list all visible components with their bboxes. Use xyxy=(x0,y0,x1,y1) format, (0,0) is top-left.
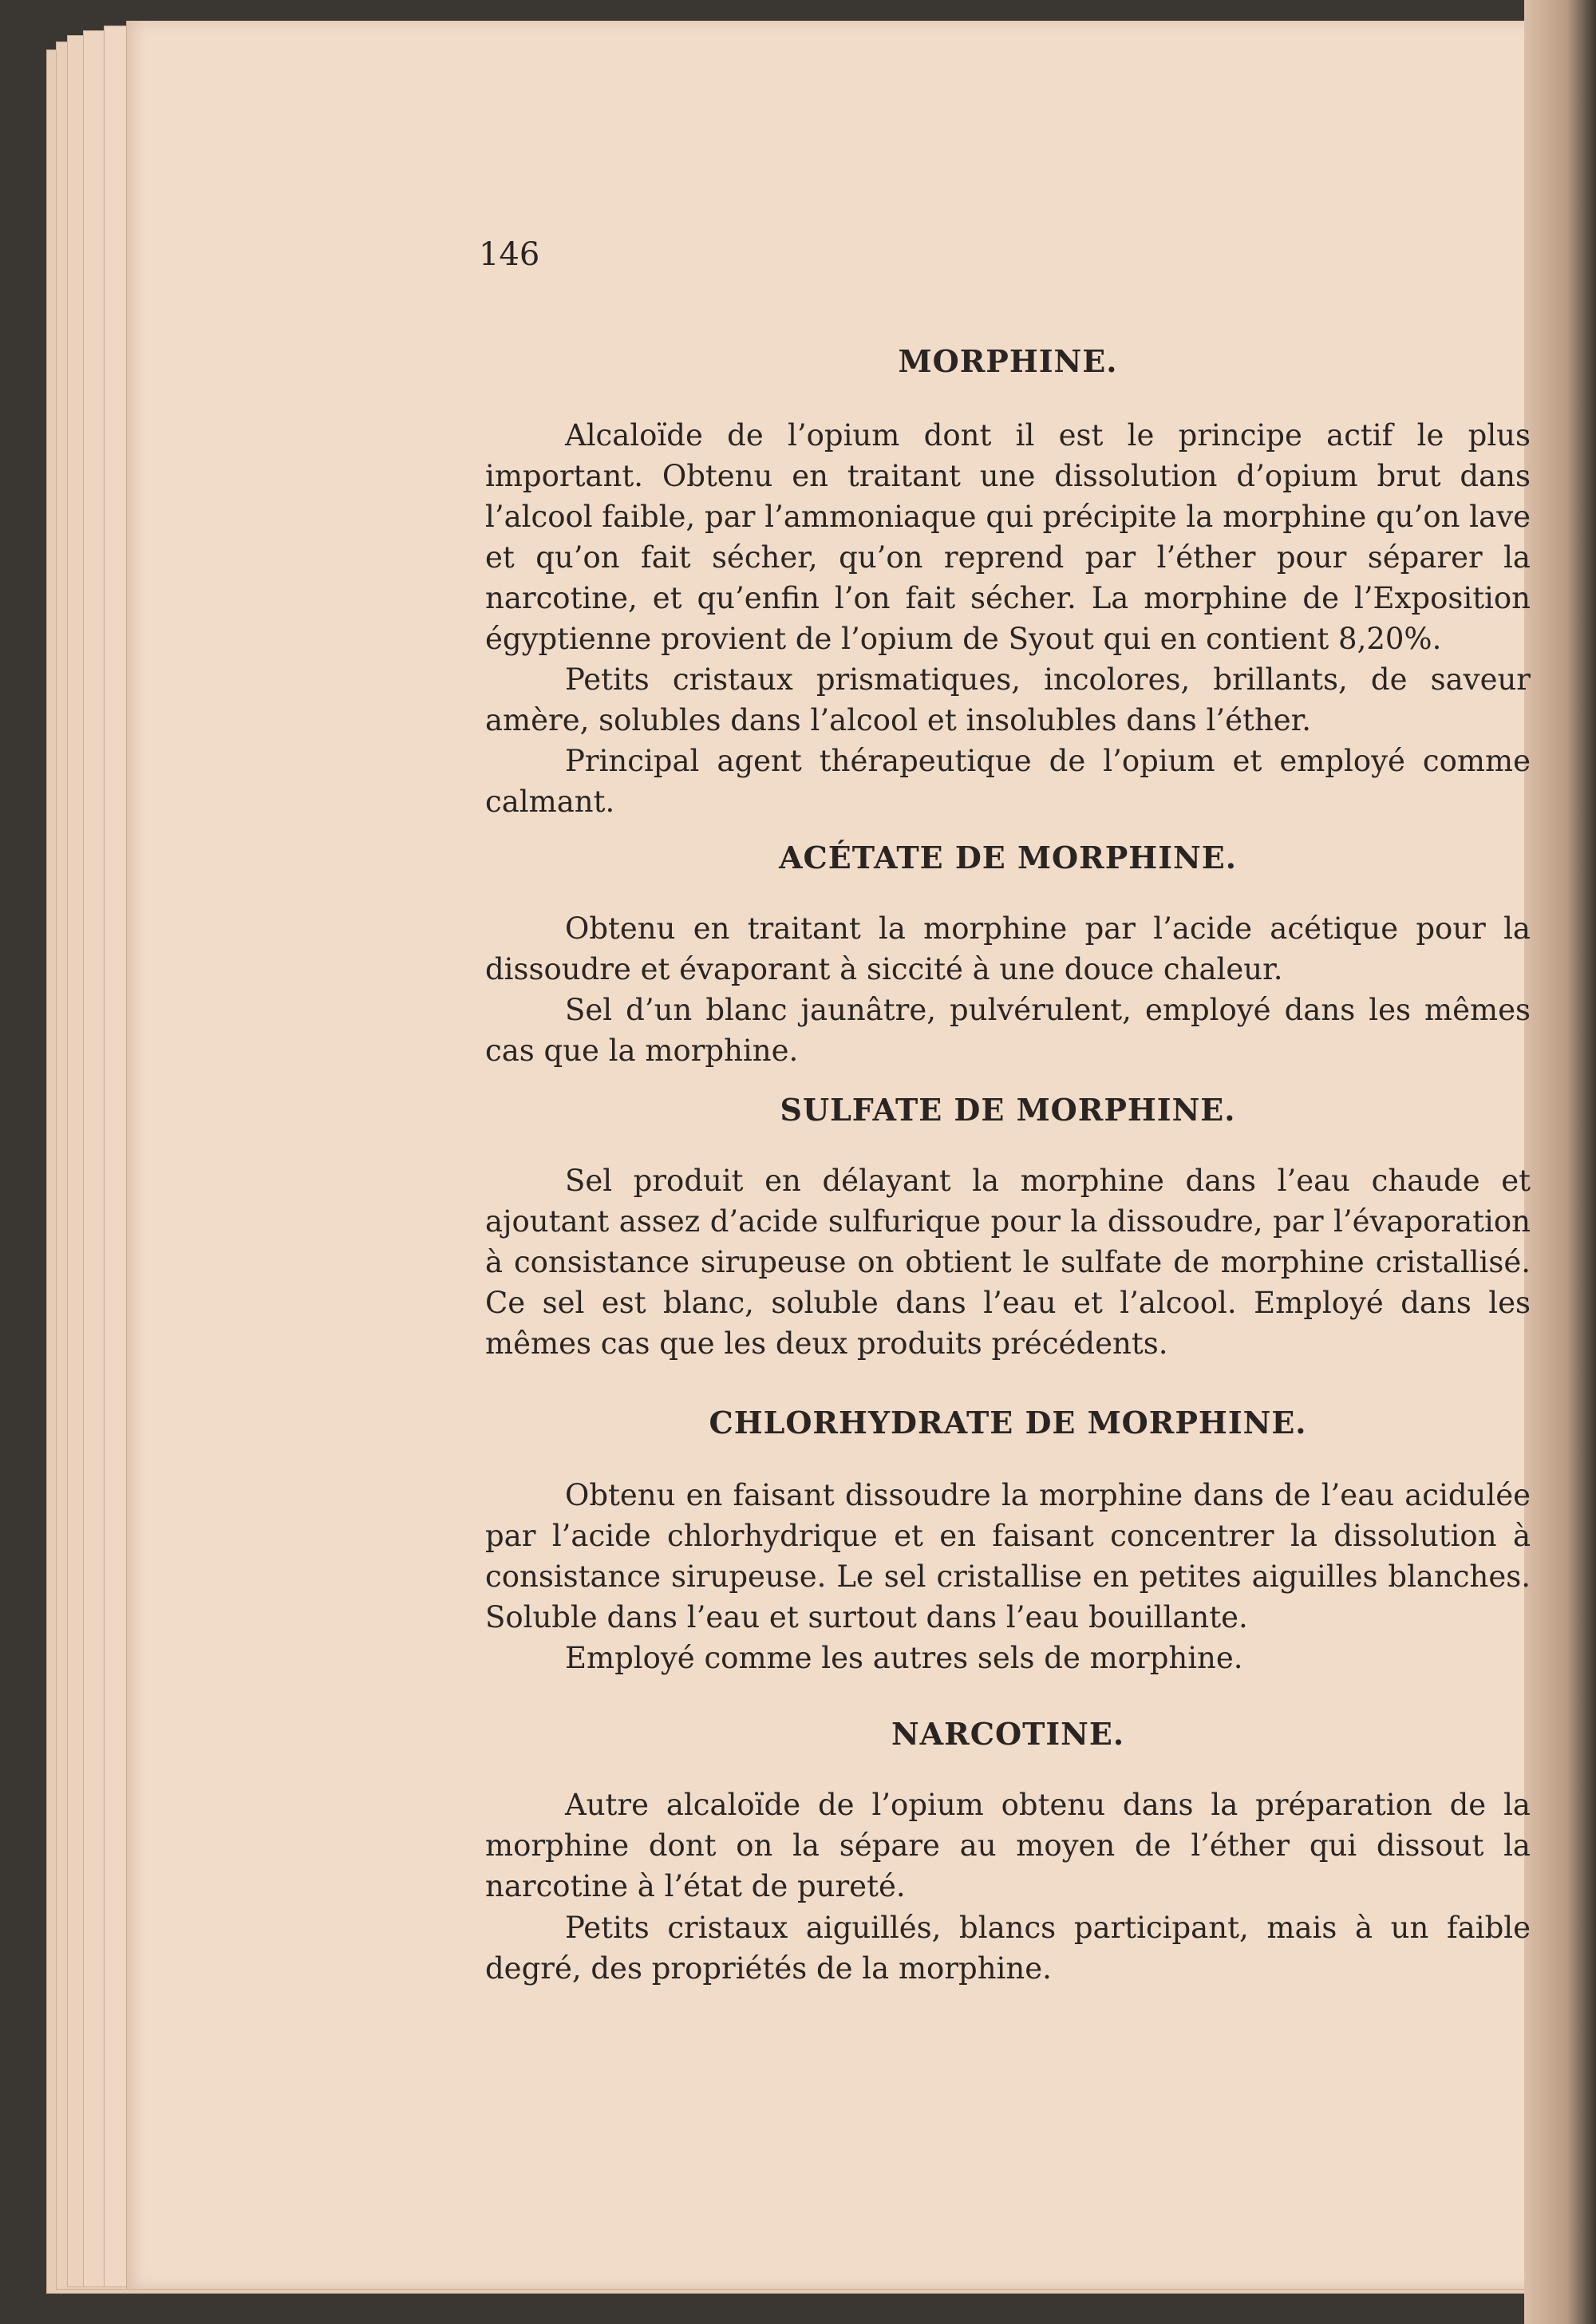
paragraph: Petits cristaux aiguillés, blancs participant, mais à un faible degré, des propriétés de la morphine. xyxy=(485,1911,1531,1986)
section-title-sulfate: SULFATE DE MORPHINE. xyxy=(780,1092,1236,1128)
book-gutter xyxy=(1524,0,1596,2324)
section-title-narcotine: NARCOTINE. xyxy=(891,1716,1125,1752)
page-number: 146 xyxy=(479,236,540,273)
paragraph: Petits cristaux prismatiques, incolores, brillants, de saveur amère, solubles dans l’alcool et insolubles dans l’éther. xyxy=(485,662,1531,737)
paragraph: Sel produit en délayant la morphine dans l’eau chaude et ajoutant assez d’acide sulfurique pour la dissoudre, par l’évaporation à consistance sirupeuse on obtient le sulfate de morphine cristallisé. Ce sel est blanc, soluble dans l’eau et l’alcool. Employé dans les mêmes cas que les deux produits précédents. xyxy=(485,1164,1531,1361)
paragraph: Employé comme les autres sels de morphine. xyxy=(565,1641,1243,1675)
paragraph: Sel d’un blanc jaunâtre, pulvérulent, employé dans les mêmes cas que la morphine. xyxy=(485,993,1531,1068)
paragraph: Alcaloïde de l’opium dont il est le principe actif le plus important. Obtenu en traitant une dissolution d’opium brut dans l’alcool faible, par l’ammoniaque qui précipite la morphine qu’on lave et qu’on fait sécher, qu’on reprend par l’éther pour séparer la narcotine, et qu’enfin l’on fait sécher. La morphine de l’Exposition égyptienne provient de l’opium de Syout qui en contient 8,20%. xyxy=(485,418,1531,656)
section-title-morphine: MORPHINE. xyxy=(898,343,1118,379)
paragraph: Principal agent thérapeutique de l’opium et employé comme calmant. xyxy=(485,744,1531,819)
section-title-acetate: ACÉTATE DE MORPHINE. xyxy=(779,840,1237,875)
paragraph: Obtenu en traitant la morphine par l’acide acétique pour la dissoudre et évaporant à siccité à une douce chaleur. xyxy=(485,911,1531,986)
paragraph: Autre alcaloïde de l’opium obtenu dans la préparation de la morphine dont on la sépare au moyen de l’éther qui dissout la narcotine à l’état de pureté. xyxy=(485,1788,1531,1903)
paragraph: Obtenu en faisant dissoudre la morphine dans de l’eau acidulée par l’acide chlorhydrique et en faisant concentrer la dissolution à consistance sirupeuse. Le sel cristallise en petites aiguilles blanches. Soluble dans l’eau et surtout dans l’eau bouillante. xyxy=(485,1478,1531,1634)
section-title-chlorhydrate: CHLORHYDRATE DE MORPHINE. xyxy=(709,1405,1307,1441)
